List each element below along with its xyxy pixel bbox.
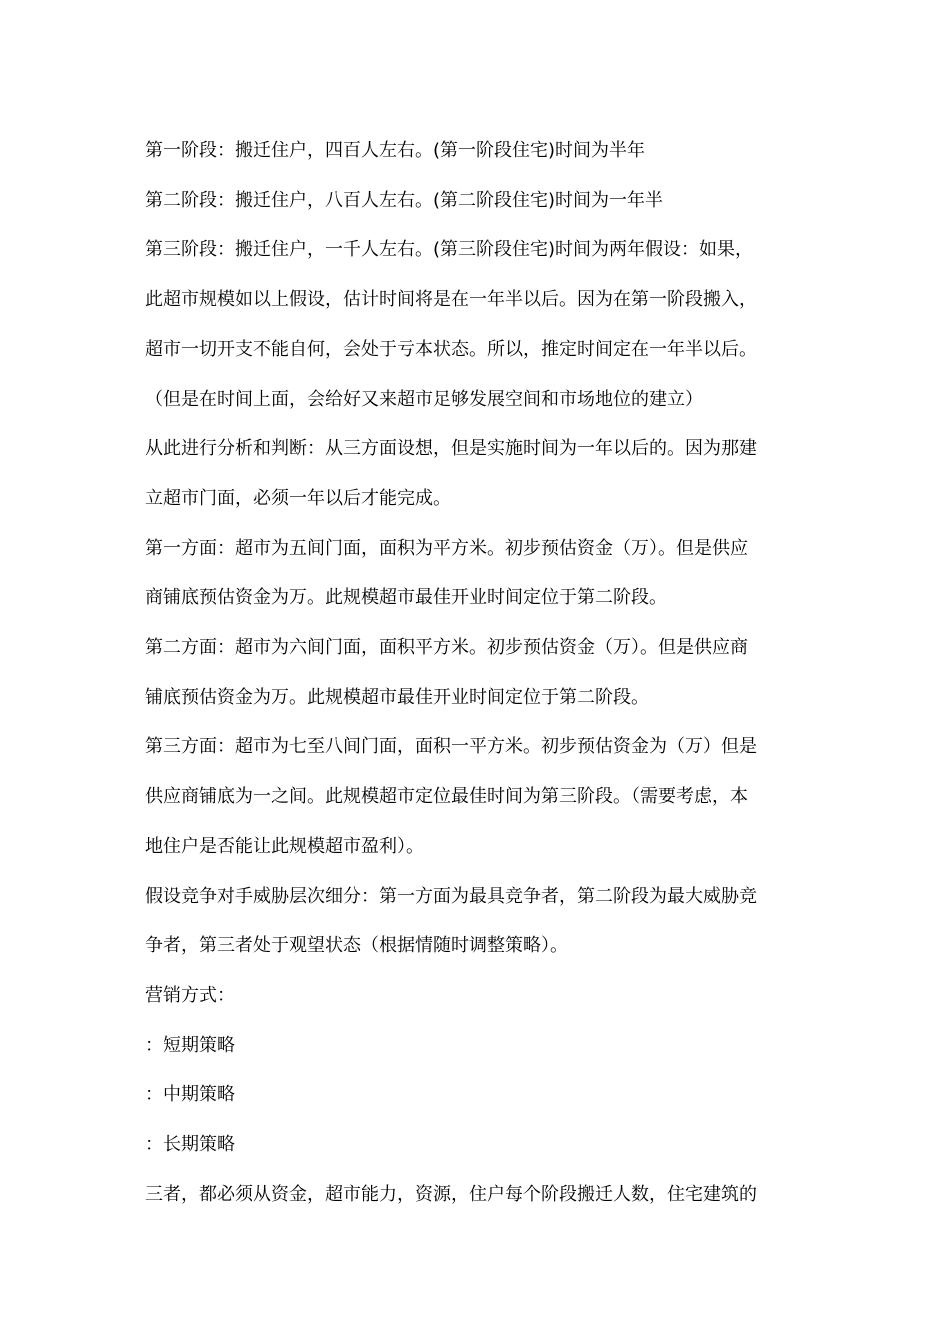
text-line-2: 第二阶段：搬迁住户，八百人左右。(第二阶段住宅)时间为一年半: [145, 189, 664, 211]
text-line-10: 商铺底预估资金为万。此规模超市最佳开业时间定位于第二阶段。: [145, 587, 667, 609]
text-line-8: 立超市门面，必须一年以后才能完成。: [145, 487, 451, 509]
text-line-18: 营销方式：: [145, 984, 235, 1006]
text-line-9: 第一方面：超市为五间门面，面积为平方米。初步预估资金（万）。但是供应: [145, 537, 748, 559]
text-line-19: ：短期策略: [145, 1034, 235, 1056]
text-line-11: 第二方面：超市为六间门面，面积平方米。初步预估资金（万）。但是供应商: [145, 637, 748, 659]
text-line-16: 假设竞争对手威胁层次细分：第一方面为最具竞争者，第二阶段为最大威胁竞: [145, 885, 757, 907]
text-line-3: 第三阶段：搬迁住户，一千人左右。(第三阶段住宅)时间为两年假设：如果，: [145, 239, 754, 261]
text-line-14: 供应商铺底为一之间。此规模超市定位最佳时间为第三阶段。（需要考虑，本: [145, 786, 748, 808]
text-line-17: 争者，第三者处于观望状态（根据情随时调整策略）。: [145, 935, 568, 957]
text-line-7: 从此进行分析和判断：从三方面设想，但是实施时间为一年以后的。因为那建: [145, 438, 757, 460]
text-line-4: 此超市规模如以上假设，估计时间将是在一年半以后。因为在第一阶段搬入，: [145, 289, 757, 311]
text-line-5: 超市一切开支不能自何，会处于亏本状态。所以，推定时间定在一年半以后。: [145, 338, 757, 360]
text-line-13: 第三方面：超市为七至八间门面，面积一平方米。初步预估资金为（万）但是: [145, 736, 757, 758]
text-line-21: ：长期策略: [145, 1134, 235, 1156]
text-line-12: 铺底预估资金为万。此规模超市最佳开业时间定位于第二阶段。: [145, 686, 649, 708]
text-line-22: 三者，都必须从资金，超市能力，资源，住户每个阶段搬迁人数，住宅建筑的: [145, 1183, 757, 1205]
text-line-1: 第一阶段：搬迁住户，四百人左右。(第一阶段住宅)时间为半年: [145, 140, 646, 161]
text-line-6: （但是在时间上面，会给好又来超市足够发展空间和市场地位的建立）: [145, 388, 703, 410]
document-body: [145, 126, 805, 1219]
text-line-20: ：中期策略: [145, 1084, 235, 1106]
text-line-15: 地住户是否能让此规模超市盈利）。: [145, 835, 424, 857]
